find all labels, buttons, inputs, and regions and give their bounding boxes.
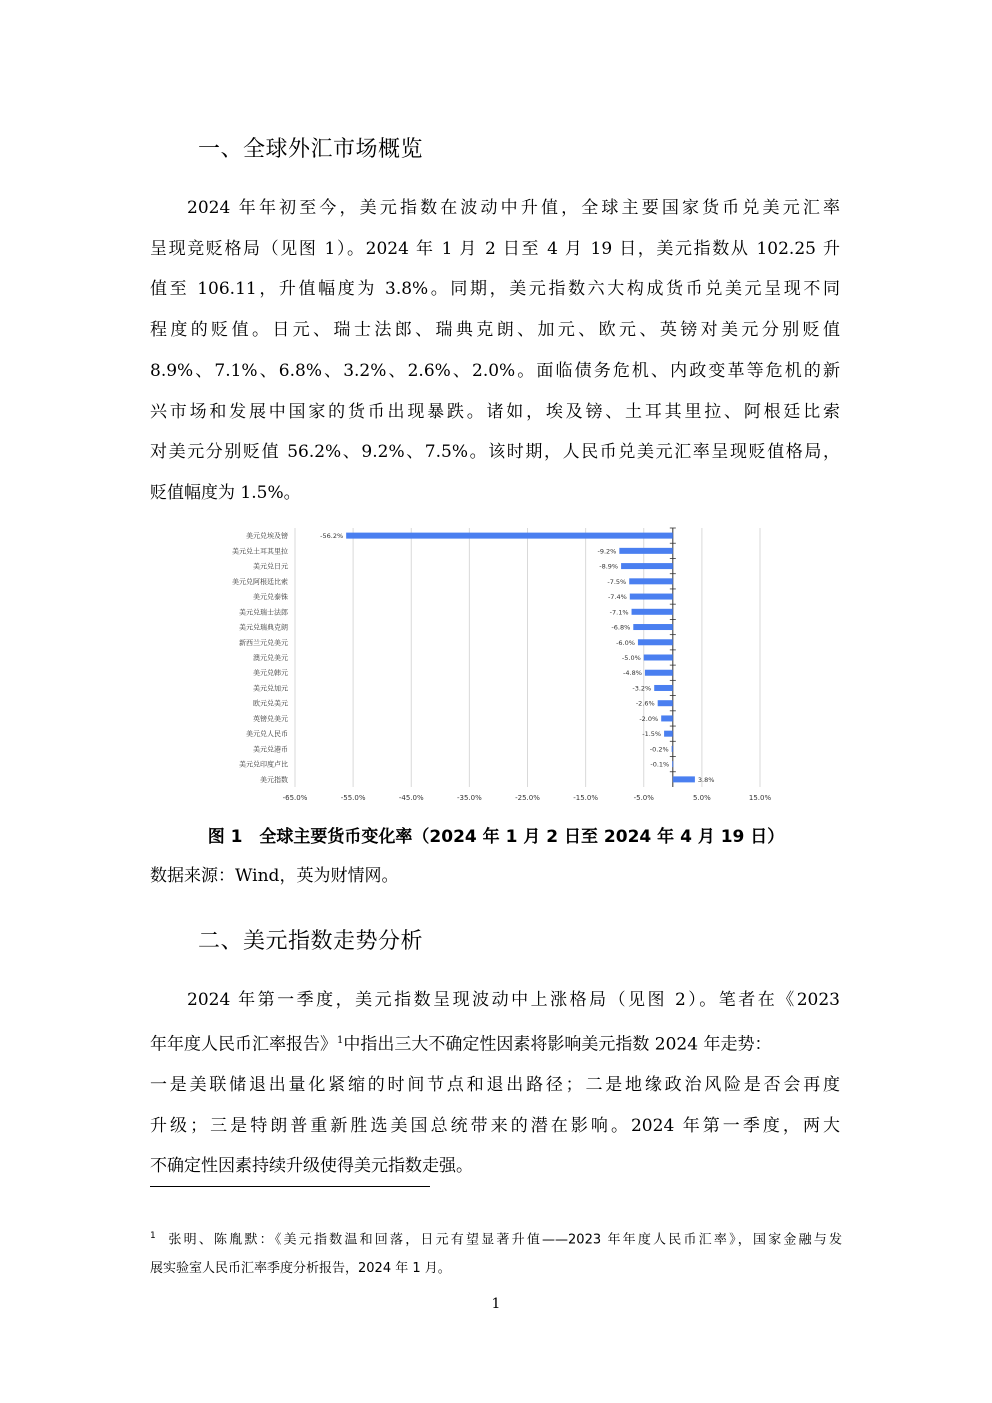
data-label: -8.9%: [599, 562, 619, 571]
bar: [664, 731, 673, 737]
paragraph-line: 一是美联储退出量化紧缩的时间节点和退出路径；二是地缘政治风险是否会再度: [150, 1075, 840, 1096]
category-label: 美元兑印度卢比: [239, 760, 288, 769]
data-label: -0.1%: [650, 760, 670, 769]
footnote-text: 张明、陈胤默：《美元指数温和回落，日元有望显著升值——2023 年年度人民币汇率》，国家金融与发: [168, 1232, 843, 1248]
paragraph-2: [150, 980, 840, 1187]
data-label: -56.2%: [320, 532, 344, 541]
section-heading-2: 二、美元指数走势分析: [198, 929, 424, 954]
category-label: 美元兑港币: [253, 745, 288, 754]
data-label: -2.6%: [635, 699, 655, 708]
page-number: 1: [491, 1296, 501, 1312]
paragraph-line: 对美元分别贬值 56.2%、9.2%、7.5%。该时期，人民币兑美元汇率呈现贬值格局，: [150, 442, 840, 463]
x-tick-label: -65.0%: [282, 794, 308, 802]
paragraph-line: 程度的贬值。日元、瑞士法郎、瑞典克朗、加元、欧元、英镑对美元分别贬值: [150, 320, 840, 341]
x-tick-label: -5.0%: [633, 794, 654, 802]
category-label: 美元兑加元: [253, 684, 288, 693]
category-label: 美元指数: [260, 775, 288, 784]
paragraph-line: 值至 106.11，升值幅度为 3.8%。同期，美元指数六大构成货币兑美元呈现不同: [150, 279, 840, 300]
paragraph-line: 升级；三是特朗普重新胜选美国总统带来的潜在影响。2024 年第一季度，两大: [150, 1115, 840, 1136]
bar: [619, 548, 672, 554]
data-label: -4.8%: [623, 669, 642, 678]
category-label: 澳元兑美元: [253, 654, 288, 662]
data-label: -7.4%: [607, 593, 627, 602]
paragraph-line-part: [150, 1021, 771, 1065]
bar: [654, 685, 673, 691]
category-label: 美元兑韩元: [253, 669, 288, 678]
paragraph-line: 2024 年年初至今，美元指数在波动中升值，全球主要国家货币兑美元汇率: [187, 198, 840, 218]
bar: [630, 594, 673, 600]
category-label: 英镑兑美元: [253, 714, 288, 723]
category-label: 新西兰元兑美元: [239, 638, 288, 647]
data-label: -3.2%: [632, 684, 652, 693]
bar: [672, 761, 673, 767]
bar: [621, 563, 673, 569]
paragraph-line: 贬值幅度为 1.5%。: [150, 482, 301, 503]
x-tick-label: -15.0%: [573, 794, 599, 802]
paragraph-1: [150, 188, 840, 514]
x-tick-label: -35.0%: [456, 794, 482, 802]
category-label: 美元兑人民币: [246, 730, 288, 739]
data-label: -5.0%: [621, 654, 641, 662]
footnote-number: 1: [150, 1231, 156, 1241]
data-label: 3.8%: [697, 775, 715, 784]
footnote-line: 展实验室人民币汇率季度分析报告，2024 年 1 月。: [150, 1261, 451, 1277]
bar: [658, 700, 673, 706]
category-label: 美元兑阿根廷比索: [232, 577, 288, 586]
category-label: 美元兑瑞典克朗: [239, 623, 288, 632]
category-label: 美元兑埃及镑: [246, 532, 288, 541]
footnote-ref[interactable]: 1: [337, 1034, 344, 1046]
footnote-line: [150, 1222, 842, 1254]
category-label: 美元兑日元: [253, 562, 288, 571]
x-tick-label: 15.0%: [748, 794, 772, 802]
bar: [346, 533, 673, 539]
data-label: -2.0%: [639, 714, 659, 723]
x-tick-label: 5.0%: [692, 794, 711, 802]
section-heading-1: 一、全球外汇市场概览: [198, 137, 424, 162]
category-label: 美元兑瑞士法郎: [239, 608, 288, 617]
paragraph-line: 2024 年第一季度，美元指数呈现波动中上涨格局（见图 2）。笔者在《2023: [187, 990, 840, 1010]
paragraph-line: 兴市场和发展中国家的货币出现暴跌。诸如，埃及镑、土耳其里拉、阿根廷比索: [150, 401, 840, 422]
bar: [661, 715, 673, 721]
footnote-divider: [150, 1186, 430, 1187]
bar: [633, 624, 673, 630]
bar: [644, 655, 673, 661]
bar: [629, 578, 673, 584]
data-label: -9.2%: [597, 547, 617, 556]
paragraph-line: [150, 1021, 840, 1065]
bar: [645, 670, 673, 676]
figure-source: 数据来源：Wind，英为财情网。: [150, 866, 399, 886]
report-title-text: 年年度人民币汇率报告》: [150, 1034, 337, 1055]
category-label: 欧元兑美元: [253, 699, 288, 708]
figure-caption: 图 1 全球主要货币变化率（2024 年 1 月 2 日至 2024 年 4 月 19 日）: [207, 827, 785, 847]
data-label: -6.0%: [616, 638, 635, 647]
bar: [672, 746, 673, 752]
data-label: -7.1%: [609, 608, 629, 617]
x-tick-label: -25.0%: [515, 794, 540, 802]
category-label: 美元兑泰铢: [253, 593, 288, 602]
data-label: -6.8%: [611, 623, 631, 632]
paragraph-line: 呈现竞贬格局（见图 1）。2024 年 1 月 2 日至 4 月 19 日，美元指数从 102.25 升: [150, 238, 840, 259]
currency-change-bar-chart: [215, 522, 775, 807]
footnote: [150, 1222, 842, 1283]
bar: [673, 776, 695, 782]
bar: [632, 609, 673, 615]
x-tick-label: -45.0%: [398, 794, 424, 802]
x-tick-label: -55.0%: [340, 794, 366, 802]
data-label: -7.5%: [607, 577, 627, 586]
category-label: 美元兑土耳其里拉: [232, 547, 288, 556]
paragraph-text: 中指出三大不确定性因素将影响美元指数 2024 年走势：: [343, 1034, 772, 1055]
paragraph-line: 不确定性因素持续升级使得美元指数走强。: [150, 1156, 473, 1177]
data-label: -1.5%: [642, 730, 662, 739]
data-label: -0.2%: [649, 745, 669, 754]
bar: [638, 639, 673, 645]
paragraph-line: 8.9%、7.1%、6.8%、3.2%、2.6%、2.0%。面临债务危机、内政变革等危机的新: [150, 360, 840, 381]
